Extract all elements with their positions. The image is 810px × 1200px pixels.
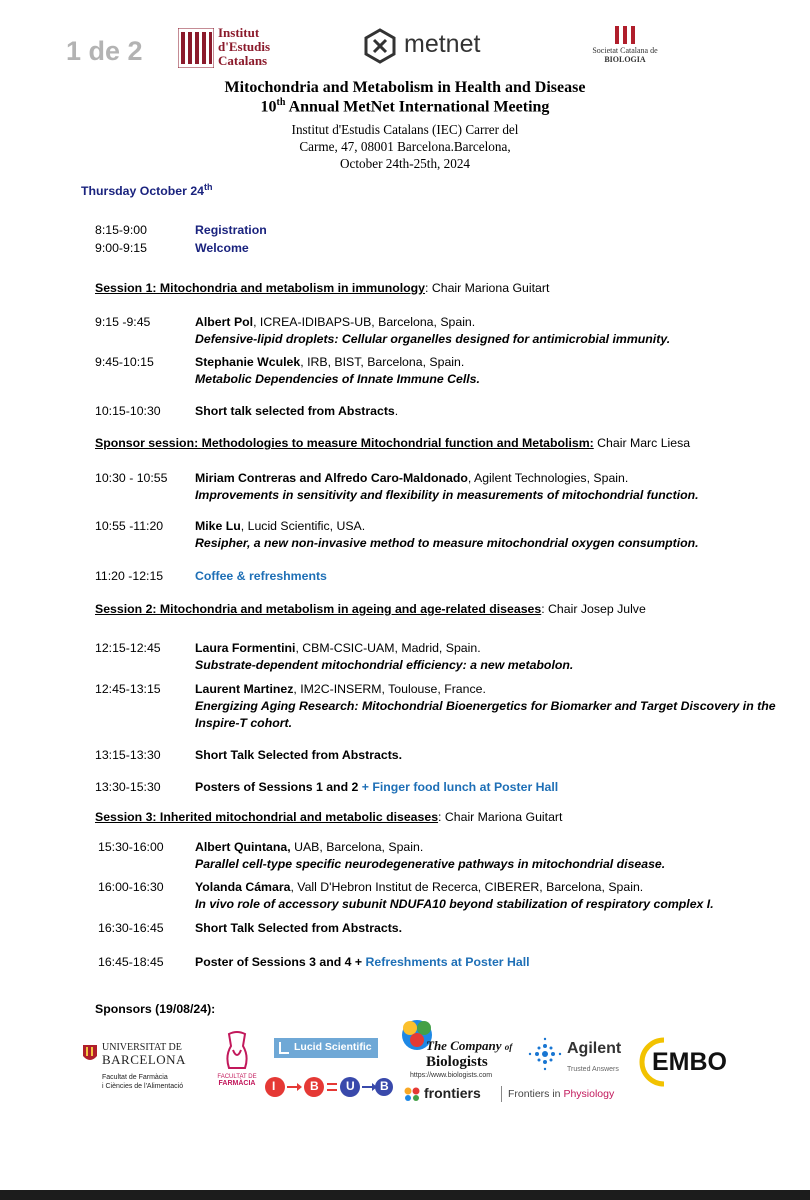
ibub-letter-2: B [310, 1079, 319, 1093]
talk-speaker-line [195, 682, 486, 696]
embo-logo [638, 1036, 730, 1088]
short-talk-label [195, 748, 402, 762]
ibub-letter-4: B [380, 1079, 389, 1093]
short-talk-dot: . [394, 404, 399, 418]
ub-line3: Facultat de Farmàcia [102, 1074, 168, 1081]
short-talk-time: 10:15-10:30 [95, 404, 161, 418]
short-talk-text: Short Talk Selected from Abstracts. [195, 748, 403, 762]
frontiers-subtitle-text: Frontiers in [508, 1088, 561, 1100]
talk-title: Improvements in sensitivity and flexibility in measurements of mitochondrial function. [195, 488, 699, 502]
sponsors-heading: Sponsors (19/08/24): [95, 1002, 216, 1016]
cob-line2: Biologists [426, 1054, 488, 1070]
coffee-time: 11:20 -12:15 [95, 569, 164, 583]
speaker-affiliation: , IRB, BIST, Barcelona, Spain. [300, 355, 465, 369]
cob-line1 [426, 1038, 512, 1054]
registration-label: Registration [195, 223, 267, 237]
speaker-name: Albert Pol [195, 315, 254, 329]
poster-time: 16:45-18:45 [98, 955, 164, 969]
talk-time: 9:15 -9:45 [95, 315, 151, 329]
lunch-label: + Finger food lunch at Poster Hall [358, 780, 559, 794]
talk-title: Metabolic Dependencies of Innate Immune Cells. [195, 372, 480, 386]
sponsor-session-chair: Chair Marc Liesa [593, 436, 691, 450]
poster-label: Poster of Sessions 3 and 4 + [195, 955, 363, 969]
agilent-wordmark: Agilent [567, 1040, 622, 1057]
speaker-affiliation: , ICREA-IDIBAPS-UB, Barcelona, Spain. [253, 315, 476, 329]
agilent-logo [527, 1034, 627, 1082]
metnet-logo [362, 26, 512, 66]
talk-title: Parallel cell-type specific neurodegenerative pathways in mitochondrial disease. [195, 857, 666, 871]
talk-time: 16:00-16:30 [98, 880, 164, 894]
speaker-affiliation: , Vall D'Hebron Institut de Recerca, CIBERER, Barcelona, Spain. [290, 880, 644, 894]
scb-logo-line1: Societat Catalana de [592, 46, 658, 55]
lucid-mark-icon [279, 1042, 289, 1054]
talk-title: In vivo role of accessory subunit NDUFA10 beyond stabilization of respiratory complex I. [195, 897, 714, 911]
venue-line2: Carme, 47, 08001 Barcelona.Barcelona, [299, 139, 511, 154]
frontiers-divider [501, 1086, 502, 1102]
ub-logo [82, 1040, 202, 1100]
session-2-heading [95, 602, 646, 616]
subtitle-rest: Annual MetNet International Meeting [285, 98, 550, 116]
session-1-chair: : Chair Mariona Guitart [425, 281, 550, 295]
agilent-tagline: Trusted Answers [567, 1066, 619, 1073]
iec-emblem-icon [178, 28, 214, 68]
day-heading-sup: th [204, 182, 213, 192]
ub-line4: i Ciències de l'Alimentació [102, 1083, 184, 1090]
session-1-title: Session 1: Mitochondria and metabolism in immunology [95, 281, 426, 295]
talk-time: 10:55 -11:20 [95, 519, 164, 533]
talk-title: Defensive-lipid droplets: Cellular organelles designed for antimicrobial immunity. [195, 332, 671, 346]
speaker-affiliation: , IM2C-INSERM, Toulouse, France. [293, 682, 486, 696]
poster-line [195, 780, 558, 794]
venue-line1: Institut d'Estudis Catalans (IEC) Carrer del [291, 122, 519, 137]
talk-time: 12:15-12:45 [95, 641, 161, 655]
talk-time: 9:45-10:15 [95, 355, 154, 369]
session-3-title: Session 3: Inherited mitochondrial and metabolic diseases [95, 810, 439, 824]
ub-line1: UNIVERSITAT DE [102, 1042, 182, 1053]
poster-time: 13:30-15:30 [95, 780, 161, 794]
frontiers-logo [404, 1084, 624, 1104]
meeting-title: Mitochondria and Metabolism in Health and Disease [224, 79, 586, 96]
short-talk-text: Short Talk Selected from Abstracts. [195, 921, 403, 935]
meeting-subtitle [0, 97, 810, 116]
agilent-spark-icon [527, 1034, 563, 1079]
iec-logo-line1: Institut [218, 25, 260, 40]
company-of-biologists-logo [400, 1018, 513, 1082]
farmacia-logo [213, 1030, 261, 1102]
iec-logo-line2: d'Estudis [218, 39, 271, 54]
talk-speaker-line [195, 641, 481, 655]
speaker-name: Laurent Martinez [195, 682, 294, 696]
subtitle-number: 10 [260, 98, 277, 116]
frontiers-wordmark: frontiers [424, 1085, 481, 1101]
frontiers-physiology: Physiology [563, 1088, 615, 1100]
registration-time: 8:15-9:00 [95, 223, 147, 237]
sponsor-session-heading [95, 436, 690, 450]
metnet-hexagon-icon [362, 28, 398, 69]
embo-wordmark: EMBO [652, 1048, 727, 1076]
ub-shield-icon [82, 1044, 98, 1069]
cob-url: https://www.biologists.com [410, 1072, 493, 1079]
day-heading-text: Thursday October 24 [81, 184, 205, 199]
talk-speaker-line [195, 519, 365, 533]
page-indicator: 1 de 2 [66, 36, 143, 66]
speaker-name: Laura Formentini [195, 641, 296, 655]
ibub-letter-1: I [272, 1079, 276, 1093]
talk-title: Resipher, a new non-invasive method to measure mitochondrial oxygen consumption. [195, 536, 699, 550]
ub-line2: BARCELONA [102, 1052, 186, 1067]
short-talk-label: Short talk selected from Abstracts [195, 404, 395, 418]
cob-line1-text: The Company [426, 1038, 502, 1053]
metnet-wordmark: metnet [404, 30, 481, 58]
session-3-chair: : Chair Mariona Guitart [438, 810, 563, 824]
scb-emblem-icon [613, 24, 637, 46]
poster-line [195, 955, 530, 969]
welcome-time: 9:00-9:15 [95, 241, 147, 255]
talk-title-line2: Inspire-T cohort. [195, 716, 293, 730]
short-talk-label [195, 921, 402, 935]
talk-time: 10:30 - 10:55 [95, 471, 168, 485]
iec-logo [178, 26, 286, 72]
lucid-scientific-logo [274, 1038, 378, 1058]
session-2-title: Session 2: Mitochondria and metabolism in ageing and age-related diseases [95, 602, 542, 616]
ibub-letter-3: U [346, 1079, 355, 1093]
refreshments-label: Refreshments at Poster Hall [362, 955, 530, 969]
short-talk-line [195, 404, 398, 418]
ibub-logo [264, 1075, 394, 1099]
speaker-name: Stephanie Wculek [195, 355, 301, 369]
subtitle-sup: th [276, 97, 286, 108]
talk-speaker-line [195, 840, 423, 854]
cob-of-text: of [504, 1042, 513, 1052]
session-1-heading [95, 281, 549, 295]
speaker-affiliation: , Lucid Scientific, USA. [240, 519, 366, 533]
talk-speaker-line [195, 880, 643, 894]
frontiers-subtitle [508, 1088, 614, 1100]
talk-speaker-line [195, 471, 628, 485]
short-talk-time: 13:15-13:30 [95, 748, 161, 762]
bottom-bar [0, 1190, 810, 1200]
speaker-affiliation: , CBM-CSIC-UAM, Madrid, Spain. [295, 641, 481, 655]
welcome-label: Welcome [195, 241, 249, 255]
session-2-chair: : Chair Josep Julve [541, 602, 646, 616]
farmacia-line2: FARMÀCIA [218, 1080, 256, 1087]
talk-speaker-line [195, 355, 464, 369]
speaker-name: Albert Quintana, [195, 840, 291, 854]
farmacia-emblem-icon [221, 1030, 253, 1074]
scb-logo [585, 24, 665, 72]
ibub-arrows-icon [264, 1075, 394, 1099]
talk-speaker-line [195, 315, 475, 329]
sponsor-session-title: Sponsor session: Methodologies to measure Mitochondrial function and Metabolism: [95, 436, 594, 450]
talk-title: Substrate-dependent mitochondrial efficiency: a new metabolon. [195, 658, 574, 672]
speaker-affiliation: UAB, Barcelona, Spain. [290, 840, 424, 854]
short-talk-time: 16:30-16:45 [98, 921, 164, 935]
talk-time: 12:45-13:15 [95, 682, 161, 696]
speaker-name: Miriam Contreras and Alfredo Caro-Maldonado [195, 471, 468, 485]
day-heading [81, 182, 213, 198]
poster-label: Posters of Sessions 1 and 2 [195, 780, 359, 794]
frontiers-mark-icon [404, 1087, 422, 1106]
coffee-label: Coffee & refreshments [195, 569, 327, 583]
speaker-affiliation: , Agilent Technologies, Spain. [467, 471, 629, 485]
iec-logo-line3: Catalans [218, 53, 268, 68]
talk-time: 15:30-16:00 [98, 840, 164, 854]
farmacia-line1: FACULTAT DE [217, 1074, 257, 1080]
lucid-scientific-text: Lucid Scientific [294, 1041, 372, 1053]
talk-title-line1: Energizing Aging Research: Mitochondrial Bioenergetics for Biomarker and Target Discovery in the [195, 699, 776, 713]
venue-block [0, 121, 810, 172]
speaker-name: Mike Lu [195, 519, 241, 533]
session-3-heading [95, 810, 562, 824]
speaker-name: Yolanda Cámara [195, 880, 291, 894]
scb-logo-line2: BIOLOGIA [604, 55, 646, 64]
venue-line3: October 24th-25th, 2024 [339, 156, 471, 171]
